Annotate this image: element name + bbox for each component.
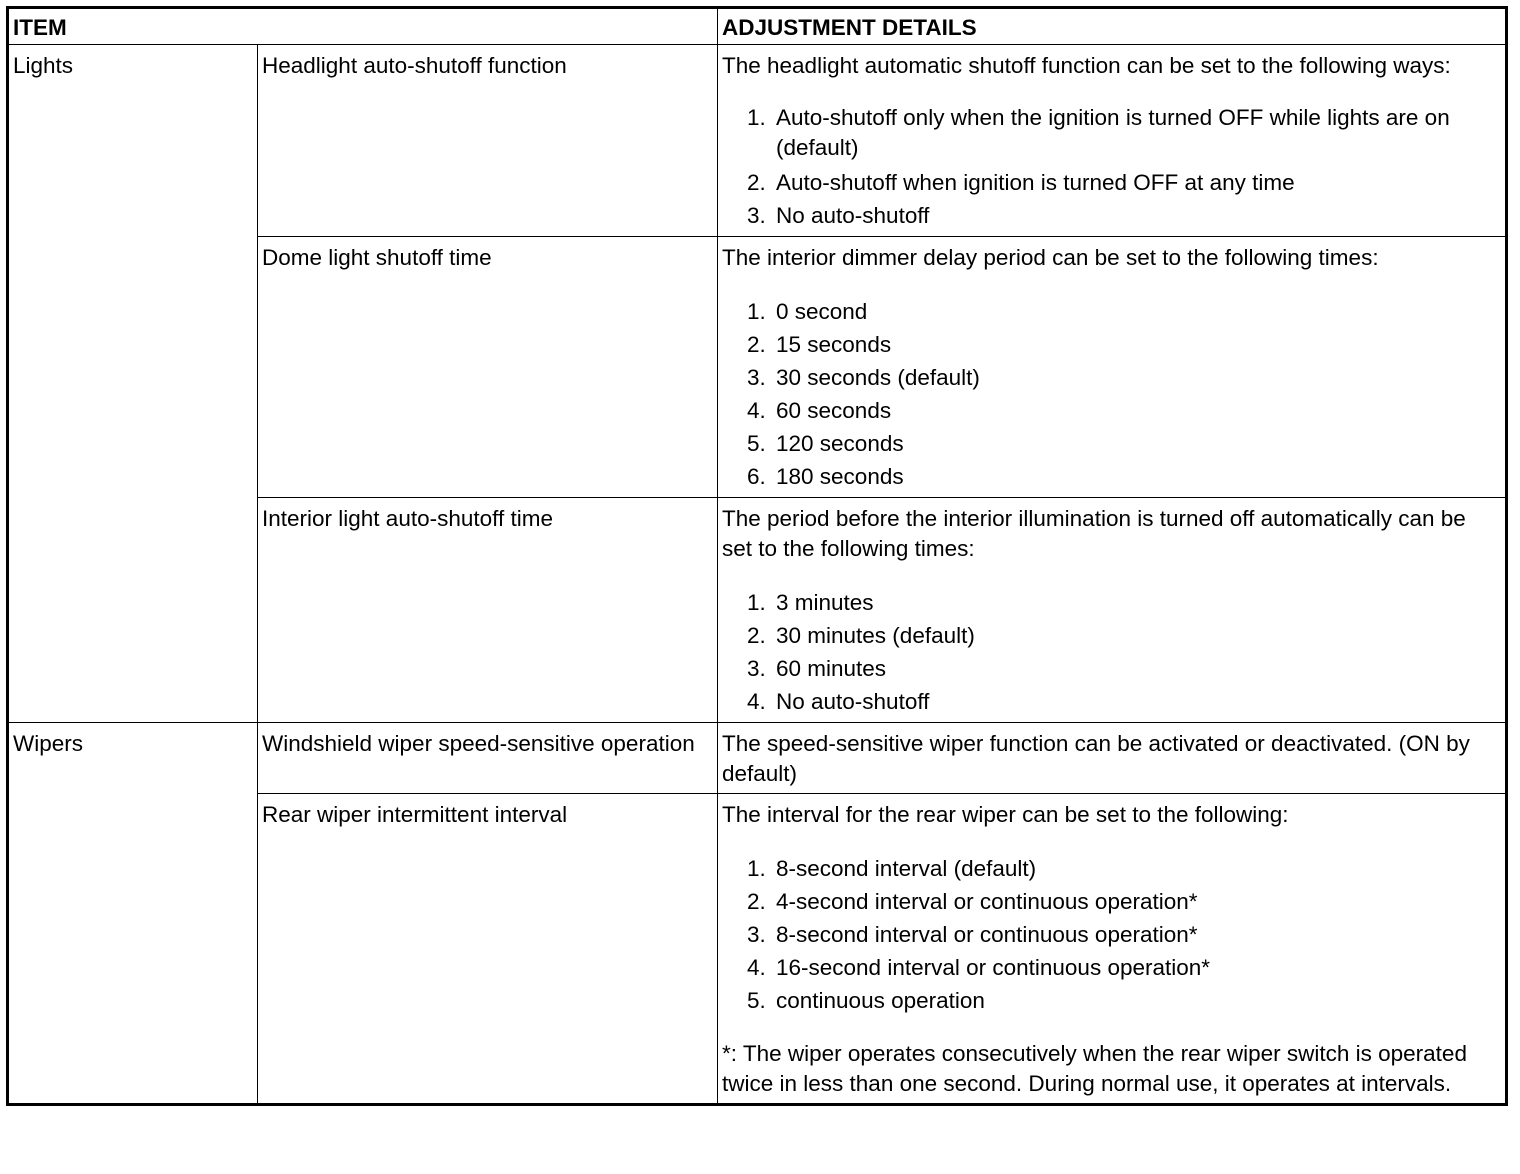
table-row	[8, 723, 1507, 794]
header-item: ITEM	[8, 8, 718, 45]
details-intro: The headlight automatic shutoff function can be set to the following ways:	[722, 53, 1451, 78]
item-headlight-auto-shutoff: Headlight auto-shutoff function	[258, 45, 718, 237]
list-item: 5. continuous operation	[772, 984, 1501, 1017]
details-intro: The speed-sensitive wiper function can be activated or deactivated. (ON by default)	[722, 731, 1470, 786]
list-item: 4. No auto-shutoff	[772, 685, 1501, 718]
list-item: 3. No auto-shutoff	[772, 199, 1501, 232]
table-row	[8, 45, 1507, 237]
list-item: 1. 8-second interval (default)	[772, 852, 1501, 885]
options-list	[722, 852, 1501, 1017]
list-item: 3. 30 seconds (default)	[772, 361, 1501, 394]
item-interior-light-auto-shutoff: Interior light auto-shutoff time	[258, 498, 718, 723]
list-item: 2. 30 minutes (default)	[772, 619, 1501, 652]
details-dome-light-shutoff	[718, 237, 1507, 498]
footnote: *: The wiper operates consecutively when the rear wiper switch is operated twice in less than one second. During normal use, it operates at intervals.	[722, 1041, 1467, 1096]
list-item: 2. 4-second interval or continuous operation*	[772, 885, 1501, 918]
item-rear-wiper-interval: Rear wiper intermittent interval	[258, 794, 718, 1105]
details-headlight-auto-shutoff	[718, 45, 1507, 237]
details-rear-wiper-interval	[718, 794, 1507, 1105]
item-dome-light-shutoff: Dome light shutoff time	[258, 237, 718, 498]
list-item: 1. 0 second	[772, 295, 1501, 328]
list-item: 4. 60 seconds	[772, 394, 1501, 427]
group-lights: Lights	[8, 45, 258, 723]
list-item: 3. 60 minutes	[772, 652, 1501, 685]
details-windshield-wiper-speed-sensitive	[718, 723, 1507, 794]
list-item: 3. 8-second interval or continuous operation*	[772, 918, 1501, 951]
details-interior-light-auto-shutoff	[718, 498, 1507, 723]
header-details: ADJUSTMENT DETAILS	[718, 8, 1507, 45]
options-list	[722, 295, 1501, 493]
adjustment-table	[6, 6, 1508, 1106]
group-wipers: Wipers	[8, 723, 258, 1105]
list-item: 6. 180 seconds	[772, 460, 1501, 493]
header-row	[8, 8, 1507, 45]
details-intro: The interior dimmer delay period can be set to the following times:	[722, 245, 1379, 270]
options-list	[722, 586, 1501, 718]
list-item: 4. 16-second interval or continuous operation*	[772, 951, 1501, 984]
list-item: 2. 15 seconds	[772, 328, 1501, 361]
list-item: 1. 3 minutes	[772, 586, 1501, 619]
options-list	[722, 103, 1501, 232]
list-item: 2. Auto-shutoff when ignition is turned OFF at any time	[772, 166, 1501, 199]
list-item: 1. Auto-shutoff only when the ignition is turned OFF while lights are on (default)	[772, 103, 1501, 163]
details-intro: The interval for the rear wiper can be set to the following:	[722, 802, 1289, 827]
item-windshield-wiper-speed-sensitive: Windshield wiper speed-sensitive operation	[258, 723, 718, 794]
details-intro: The period before the interior illumination is turned off automatically can be set to the following times:	[722, 506, 1466, 561]
list-item: 5. 120 seconds	[772, 427, 1501, 460]
